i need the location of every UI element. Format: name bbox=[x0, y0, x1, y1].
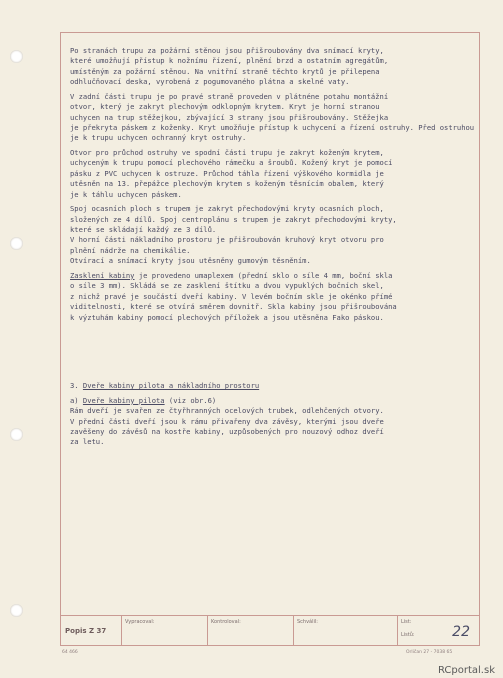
kontroloval-cell bbox=[208, 616, 294, 646]
schvalil-cell bbox=[294, 616, 398, 646]
form-code: 64 466 bbox=[62, 650, 78, 655]
glazing-text: je provedeno umaplexem (přední sklo o síle 4 mm, boční skla o síle 3 mm). Skládá se ze zasklení štítku a dvou vypuklých bočních skel, z nichž pravé je součástí dveří kabiny. V levém bočním skle je okénko přímé viditelnosti, které se otvírá směrem dovnitř. Skla kabiny jsou přišroubována k výztuhám kabiny pomocí plechových příložek a jsou utěsněna Fako páskou. bbox=[70, 270, 397, 322]
popis-cell bbox=[60, 616, 122, 646]
punch-hole bbox=[10, 237, 23, 250]
listu-label: Listů: bbox=[401, 632, 415, 638]
section-title: Dveře kabiny pilota a nákladního prostoru bbox=[82, 381, 260, 391]
subsection-title: Dveře kabiny pilota bbox=[82, 395, 165, 405]
list-cell bbox=[398, 616, 480, 646]
subsection-letter: a) bbox=[70, 395, 79, 405]
title-block bbox=[60, 615, 480, 646]
section-heading bbox=[70, 381, 475, 391]
kontroloval-label: Kontroloval: bbox=[211, 619, 241, 625]
watermark: RCportal.sk bbox=[437, 665, 495, 676]
list-label: List: bbox=[401, 619, 412, 625]
paragraph: Spoj ocasních ploch s trupem je zakryt přechodovými kryty ocasních ploch, složených ze 4 dílů. Spoj centroplánu s trupem je zakryt přechodovými kryty, které se skládají každý ze 3 dílů. V horní části nákladního prostoru je přišroubován kruhový kryt otvoru pro plnění nádrže na chemikálie. Otvírací a snímací kryty jsou utěsněny gumovým těsněním. bbox=[70, 204, 397, 266]
glazing-paragraph bbox=[70, 271, 475, 323]
subsection-text: Rám dveří je svařen ze čtyřhranných ocelových trubek, odlehčených otvory. V přední části dveří jsou k rámu přivařeny dva závěsy, kterými jsou dveře zavěšeny do závěsů na kostře kabiny, uzpůsobených pro nouzový odhoz dveří za letu. bbox=[70, 406, 384, 447]
section-number: 3. bbox=[70, 381, 79, 391]
vypracoval-cell bbox=[122, 616, 208, 646]
vypracoval-label: Vypracoval: bbox=[125, 619, 155, 625]
glazing-heading: Zasklení kabiny bbox=[70, 270, 135, 280]
punch-hole bbox=[10, 604, 23, 617]
schvalil-label: Schválil: bbox=[297, 619, 318, 625]
punch-hole bbox=[10, 428, 23, 441]
print-code: Orličan 27 - 7038 65 bbox=[406, 650, 453, 655]
paragraph: Otvor pro průchod ostruhy ve spodní části trupu je zakryt koženým krytem, uchyceným k trupu pomocí plechového rámečku a šroubů. Kožený kryt je pomocí pásku z PVC uchycen k ostruze. Průchod táhla řízení výškového kormidla je utěsněn na 13. přepážce plechovým krytem s koženým těsnícím obalem, který je k táhlu uchycen páskem. bbox=[70, 148, 393, 199]
punch-hole bbox=[10, 50, 23, 63]
paragraph: Po stranách trupu za požární stěnou jsou přišroubovány dva snímací kryty, které umožňují přístup k nožnímu řízení, plnění brzd a ostatním agregátům, umístěným za požární stěnou. Na vnitřní straně těchto krytů je přilepena odhlučňovací deska, vyrobená z pogumovaného plátna a skelné vaty. bbox=[70, 46, 389, 87]
document-body bbox=[70, 46, 475, 452]
subsection-heading bbox=[70, 396, 475, 406]
popis-label: Popis Z 37 bbox=[65, 627, 107, 635]
subsection-ref: (viz obr.6) bbox=[164, 395, 217, 405]
page-number: 22 bbox=[452, 624, 470, 640]
paragraph: V zadní části trupu je po pravé straně proveden v plátnéne potahu montážní otvor, který je zakryt plechovým odklopným krytem. Kryt je horní stranou uchycen na trup stěžejkou, zbývající 3 strany jsou přišroubovány. Stěžejka je překryta páskem z koženky. Kryt umožňuje přístup k uchycení a řízení ostruhy. Před ostruhou je k trupu uchycen ochranný kryt ostruhy. bbox=[70, 91, 475, 143]
